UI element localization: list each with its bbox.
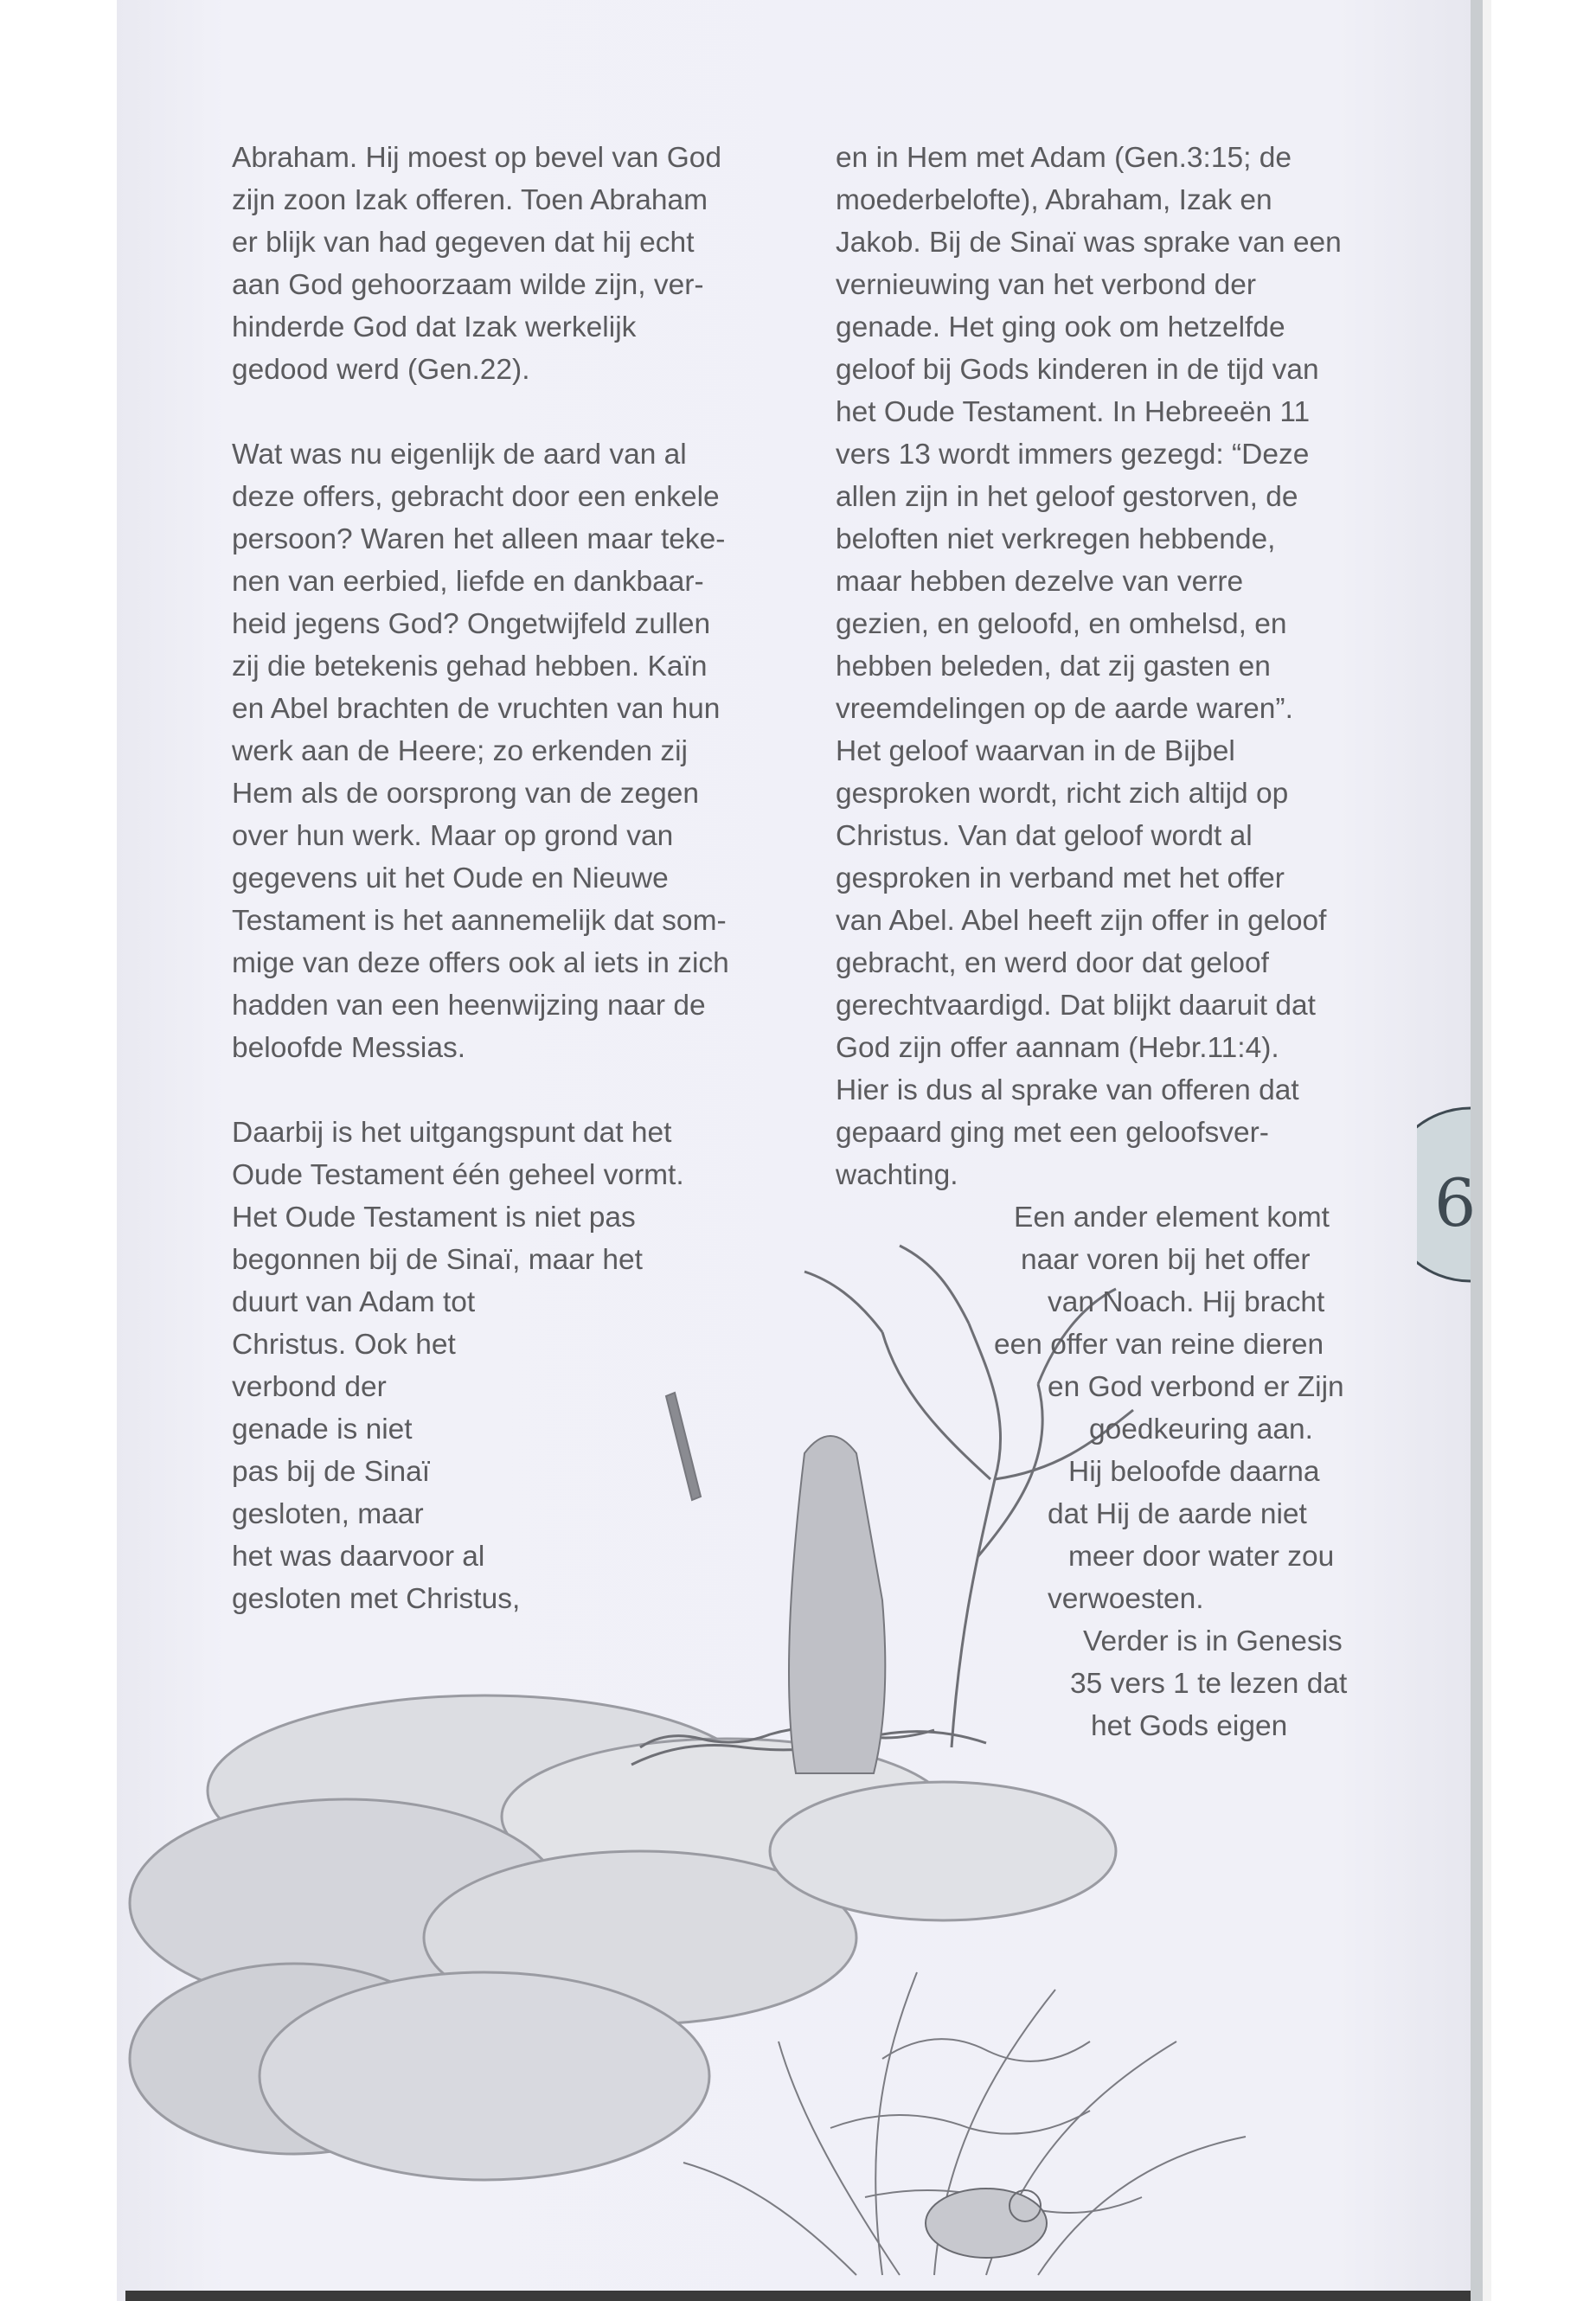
text-line: pas bij de Sinaï [232,1456,431,1488]
paragraph-break [232,391,785,433]
text-line: heid jegens God? Ongetwijfeld zullen [232,608,711,640]
text-column-right [836,137,1424,1747]
text-line: en Abel brachten de vruchten van hun [232,693,721,725]
text-line: Christus. Ook het [232,1329,456,1361]
text-line: hinderde God dat Izak werkelijk [232,311,637,343]
text-line: maar hebben dezelve van verre [836,566,1244,598]
text-line: gezien, en geloofd, en omhelsd, en [836,608,1287,640]
text-line: gerechtvaardigd. Dat blijkt daaruit dat [836,990,1316,1022]
text-line: persoon? Waren het alleen maar teke- [232,523,726,555]
text-line: het was daarvoor al [232,1541,485,1573]
text-line: mige van deze offers ook al iets in zich [232,947,729,979]
text-line: deze offers, gebracht door een enkele [232,481,720,513]
text-line: over hun werk. Maar op grond van [232,820,674,852]
text-line: Verder is in Genesis [1083,1625,1343,1657]
text-line: Een ander element komt [1014,1202,1330,1234]
text-line: begonnen bij de Sinaï, maar het [232,1244,643,1276]
text-line: dat Hij de aarde niet [1048,1498,1307,1530]
text-line: naar voren bij het offer [1021,1244,1311,1276]
text-line: vernieuwing van het verbond der [836,269,1257,301]
text-line: en in Hem met Adam (Gen.3:15; de [836,142,1292,174]
text-line: wachting. [836,1159,958,1191]
text-line: van Noach. Hij bracht [1048,1286,1325,1318]
paragraph-break [232,1069,785,1112]
text-line: Wat was nu eigenlijk de aard van al [232,439,687,471]
text-line: allen zijn in het geloof gestorven, de [836,481,1298,513]
text-line: gedood werd (Gen.22). [232,354,530,386]
text-line: geloof bij Gods kinderen in de tijd van [836,354,1319,386]
text-line: aan God gehoorzaam wilde zijn, ver- [232,269,704,301]
text-line: gesproken in verband met het offer [836,862,1285,894]
text-line: gegevens uit het Oude en Nieuwe [232,862,669,894]
text-line: God zijn offer aannam (Hebr.11:4). [836,1032,1279,1064]
text-line: vreemdelingen op de aarde waren”. [836,693,1293,725]
text-line: er blijk van had gegeven dat hij echt [232,227,695,259]
text-line: het Oude Testament. In Hebreeën 11 [836,396,1311,428]
chapter-number: 6 [1434,1164,1477,1241]
text-line: van Abel. Abel heeft zijn offer in geloof [836,905,1327,937]
text-line: gesloten, maar [232,1498,424,1530]
text-line: hadden van een heenwijzing naar de [232,990,706,1022]
text-column-left [232,137,785,1620]
text-line: gebracht, en werd door dat geloof [836,947,1269,979]
text-line: Hem als de oorsprong van de zegen [232,778,700,810]
text-line: moederbelofte), Abraham, Izak en [836,184,1272,216]
text-line: Abraham. Hij moest op bevel van God [232,142,722,174]
text-line: genade is niet [232,1413,413,1445]
text-line: zijn zoon Izak offeren. Toen Abraham [232,184,708,216]
text-line: Het Oude Testament is niet pas [232,1202,636,1234]
chapter-tab [1417,1103,1524,1286]
text-line: Hij beloofde daarna [1068,1456,1320,1488]
text-line: vers 13 wordt immers gezegd: “Deze [836,439,1310,471]
text-line: Daarbij is het uitgangspunt dat het [232,1117,672,1149]
text-line: beloften niet verkregen hebbende, [836,523,1276,555]
text-line: gesproken wordt, richt zich altijd op [836,778,1289,810]
text-line: nen van eerbied, liefde en dankbaar- [232,566,704,598]
text-line: Het geloof waarvan in de Bijbel [836,735,1235,767]
text-line: duurt van Adam tot [232,1286,476,1318]
text-line: hebben beleden, dat zij gasten en [836,651,1271,683]
text-line: een offer van reine dieren [994,1329,1324,1361]
text-line: zij die betekenis gehad hebben. Kaïn [232,651,708,683]
text-line: Christus. Van dat geloof wordt al [836,820,1253,852]
text-line: Oude Testament één geheel vormt. [232,1159,684,1191]
text-line: Jakob. Bij de Sinaï was sprake van een [836,227,1342,259]
text-line: Hier is dus al sprake van offeren dat [836,1074,1299,1106]
text-line: goedkeuring aan. [1089,1413,1313,1445]
text-line: meer door water zou [1068,1541,1335,1573]
text-line: verwoesten. [1048,1583,1204,1615]
text-line: gepaard ging met een geloofsver- [836,1117,1269,1149]
text-line: 35 vers 1 te lezen dat [1070,1668,1348,1700]
text-line: verbond der [232,1371,387,1403]
text-line: genade. Het ging ook om hetzelfde [836,311,1285,343]
text-line: werk aan de Heere; zo erkenden zij [232,735,688,767]
text-line: en God verbond er Zijn [1048,1371,1344,1403]
text-line: het Gods eigen [1091,1710,1288,1742]
text-line: beloofde Messias. [232,1032,466,1064]
text-line: gesloten met Christus, [232,1583,521,1615]
scan-bottom-edge [125,2291,1471,2301]
text-line: Testament is het aannemelijk dat som- [232,905,727,937]
